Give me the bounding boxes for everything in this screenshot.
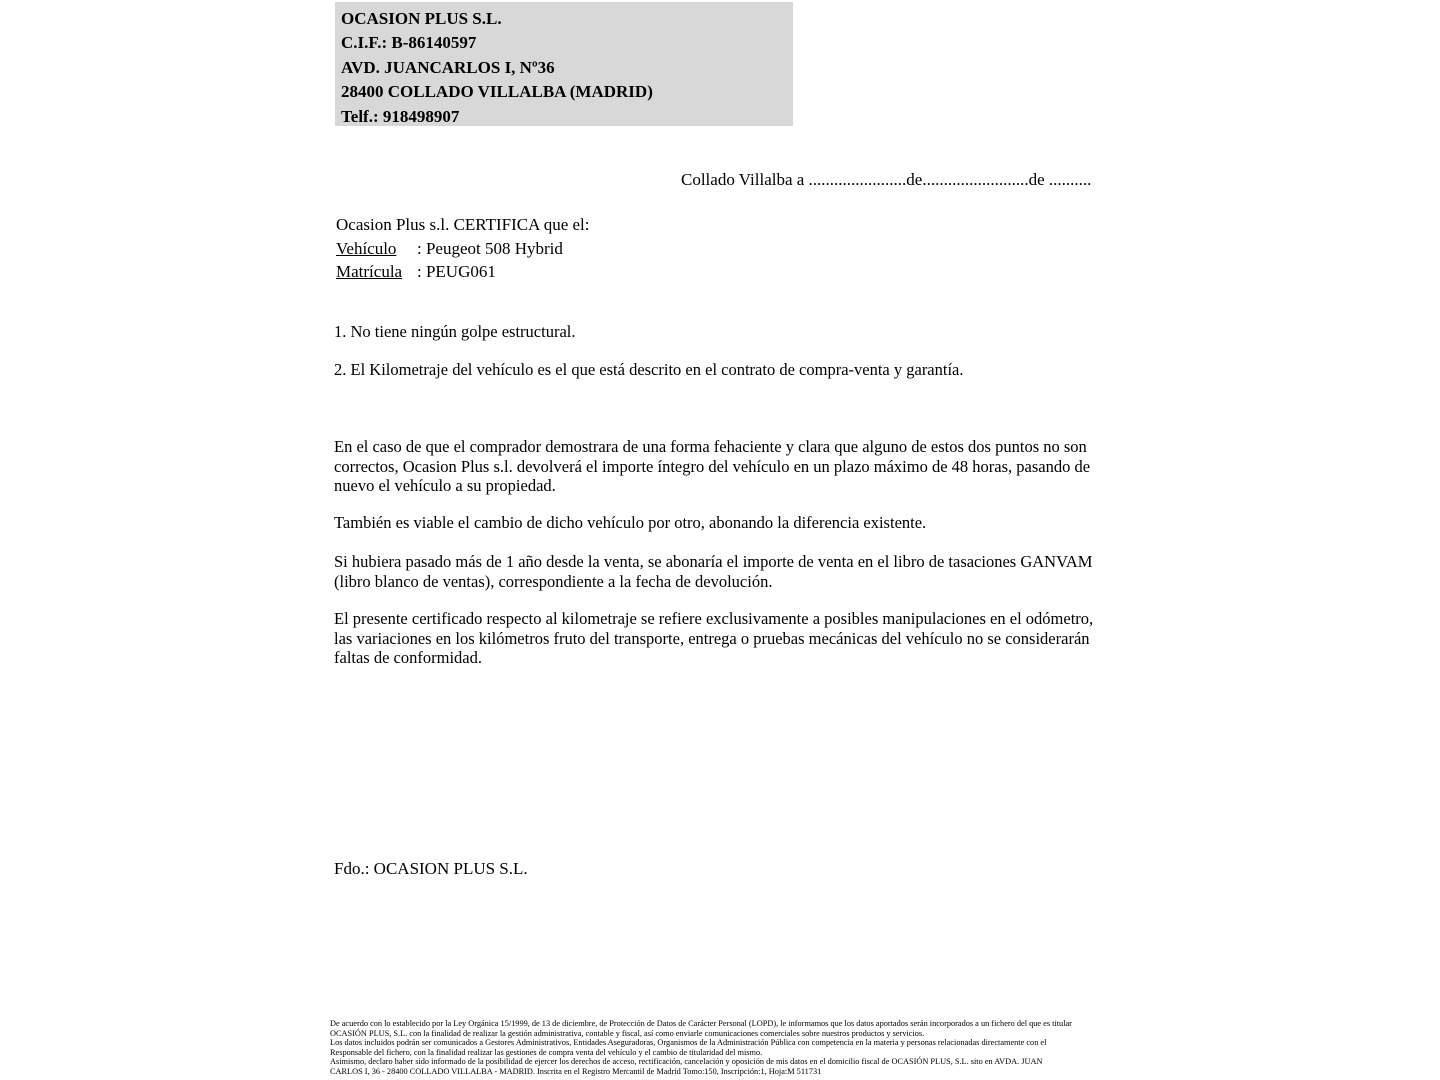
legal-line-2: OCASIÓN PLUS, S.L. con la finalidad de realizar la gestión administrativa, contable y fiscal, así como enviarle comunicaciones comerciales sobre nuestros productos y servicios. (330, 1028, 925, 1038)
condition-point-2: 2. El Kilometraje del vehículo es el que está descrito en el contrato de compra-venta y garantía. (334, 360, 964, 379)
company-cif: C.I.F.: B-86140597 (341, 33, 477, 53)
legal-line-5: Asimismo, declaro haber sido informado de la posibilidad de ejercer los derechos de acceso, rectificación, cancelación y oposición de mis datos en el domicilio fiscal de OCASIÓN PLUS, S.L. sito en AVDA. JUAN (330, 1057, 1043, 1067)
signature-line: Fdo.: OCASION PLUS S.L. (334, 859, 528, 878)
certification-block (336, 213, 590, 284)
condition-point-1: 1. No tiene ningún golpe estructural. (334, 322, 576, 341)
vehicle-row (336, 237, 590, 261)
legal-fine-print (330, 1019, 1120, 1077)
vehicle-value: : Peugeot 508 Hybrid (417, 238, 563, 258)
plate-value: : PEUG061 (417, 262, 496, 282)
plate-label: Matrícula (336, 262, 403, 282)
legal-line-6: CARLOS I, 36 - 28400 COLLADO VILLALBA - MADRID. Inscrita en el Registro Mercantil de Madrid Tomo:150, Inscripción:1, Hoja:M 511731 (330, 1066, 822, 1076)
company-phone: Telf.: 918498907 (341, 106, 460, 126)
legal-line-4: Responsable del fichero, con la finalidad realizar las gestiones de compra venta del vehículo y el cambio de titularidad del mismo. (330, 1047, 763, 1057)
plate-row (336, 260, 590, 284)
legal-line-1: De acuerdo con lo establecido por la Ley Orgánica 15/1999, de 13 de diciembre, de Protección de Datos de Carácter Personal (LOPD), le informamos que los datos aportados serán incorporados a un fichero del que es titular (330, 1019, 1072, 1028)
company-name: OCASION PLUS S.L. (341, 9, 502, 28)
company-header (335, 2, 793, 126)
paragraph-refund-policy: En el caso de que el comprador demostrara de una forma fehaciente y clara que alguno de estos dos puntos no son correctos, Ocasion Plus s.l. devolverá el importe íntegro del vehículo en un plazo máximo de 48 horas, pasando de nuevo el vehículo a su propiedad. (334, 437, 1091, 495)
date-fill-in-line: Collado Villalba a .......................de.........................de .......... (681, 170, 1092, 189)
company-address: AVD. JUANCARLOS I, Nº36 (341, 57, 555, 77)
paragraph-exchange-option: También es viable el cambio de dicho vehículo por otro, abonando la diferencia existente. (334, 513, 927, 532)
paragraph-ganvam-valuation: Si hubiera pasado más de 1 año desde la venta, se abonaría el importe de venta en el libro de tasaciones GANVAM (libro blanco de ventas), correspondiente a la fecha de devolución. (334, 552, 1093, 591)
legal-line-3: Los datos incluidos podrán ser comunicados a Gestores Administrativos, Entidades Aseguradoras, Organismos de la Administración Pública con competencia en la materia y personas relacionadas directamente con el (330, 1038, 1047, 1048)
certification-intro: Ocasion Plus s.l. CERTIFICA que el: (336, 215, 590, 234)
company-city: 28400 COLLADO VILLALBA (MADRID) (341, 82, 653, 102)
vehicle-label: Vehículo (336, 238, 397, 258)
paragraph-odometer-disclaimer: El presente certificado respecto al kilometraje se refiere exclusivamente a posibles manipulaciones en el odómetro, las variaciones en los kilómetros fruto del transporte, entrega o pruebas mecánicas del vehículo no se considerarán faltas de conformidad. (334, 609, 1094, 667)
